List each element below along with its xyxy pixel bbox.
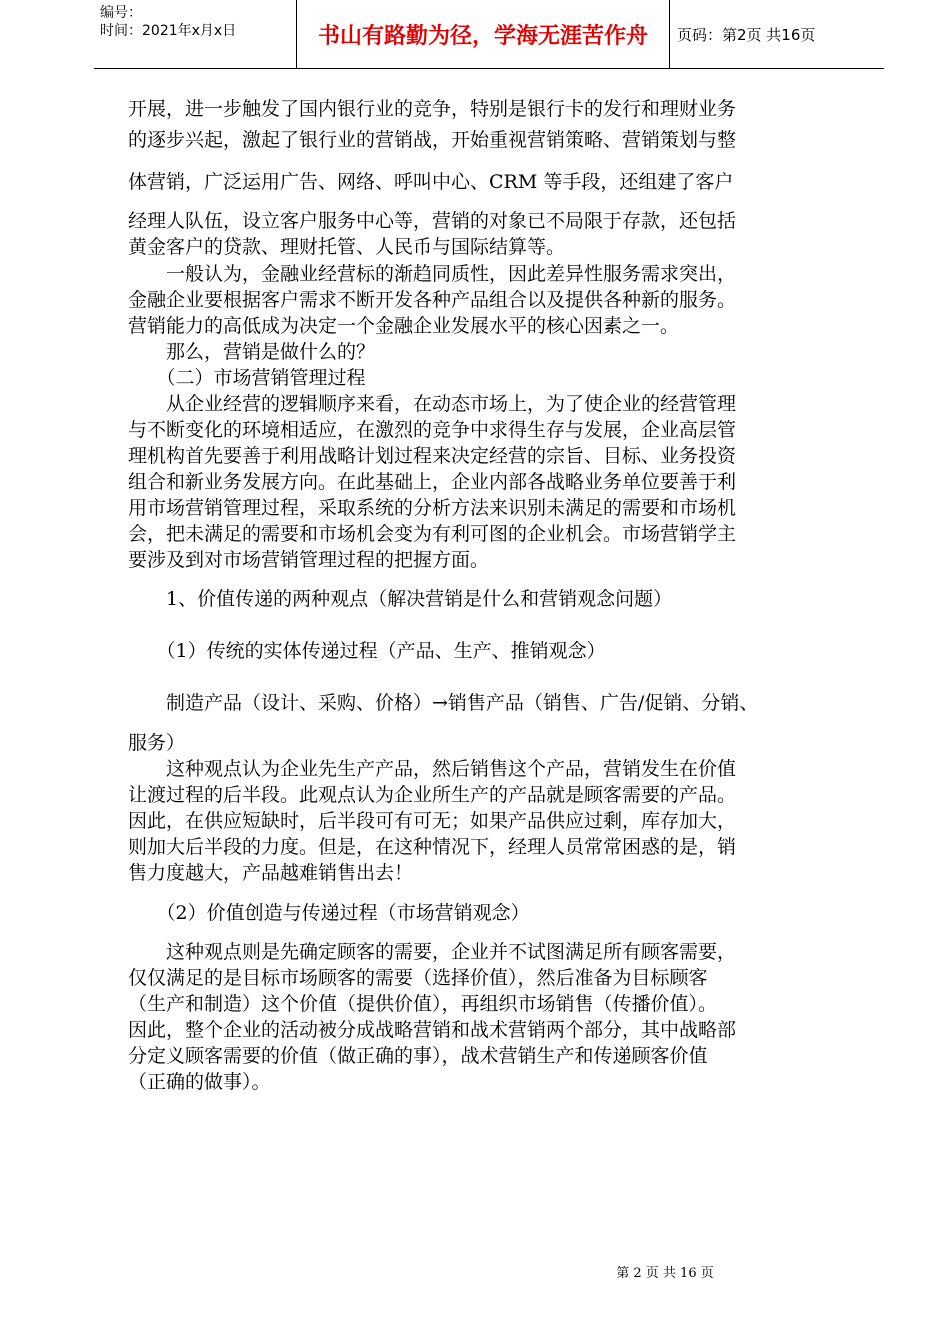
body-line: 仅仅满足的是目标市场顾客的需要（选择价值），然后准备为目标顾客 [128,967,708,989]
body-line: 与不断变化的环境相适应，在激烈的竞争中求得生存与发展，企业高层管 [128,419,737,441]
body-line: 开展，进一步触发了国内银行业的竞争，特别是银行卡的发行和理财业务 [128,98,737,120]
page-footer [0,1262,950,1281]
body-line: 黄金客户的贷款、理财托管、人民币与国际结算等。 [128,236,566,258]
body-line: 一般认为，金融业经营标的渐趋同质性，因此差异性服务需求突出， [128,263,737,285]
body-line: （正确的做事）。 [128,1071,271,1093]
body-line: 的逐步兴起，激起了银行业的营销战，开始重视营销策略、营销策划与整 [128,129,737,151]
footer-page-number: 第 2 页 共 16 页 [616,1266,714,1281]
body-line: 因此，整个企业的活动被分成战略营销和战术营销两个部分，其中战略部 [128,1019,737,1041]
page-header [94,0,884,69]
document-number-label: 编号： [100,5,142,21]
document-time-label: 时间：2021年x月x日 [100,23,237,39]
body-line: 会，把未满足的需要和市场机会变为有利可图的企业机会。市场营销学主 [128,523,737,545]
body-line: 那么，营销是做什么的？ [128,341,376,363]
body-line: 分定义顾客需要的价值（做正确的事），战术营销生产和传递顾客价值 [128,1045,708,1067]
header-page-info: 页码：第2页 共16页 [677,26,816,44]
body-line: 因此，在供应短缺时，后半段可有可无；如果产品供应过剩，库存加大， [128,810,737,832]
body-line: 营销能力的高低成为决定一个金融企业发展水平的核心因素之一。 [128,315,680,337]
body-line: 金融企业要根据客户需求不断开发各种产品组合以及提供各种新的服务。 [128,289,737,311]
body-line: 则加大后半段的力度。但是，在这种情况下，经理人员常常困惑的是，销 [128,836,737,858]
body-line: 理机构首先要善于利用战略计划过程来决定经营的宗旨、目标、业务投资 [128,445,737,467]
section-heading: （1）传统的实体传递过程（产品、生产、推销观念） [128,640,606,662]
section-heading: （二）市场营销管理过程 [128,367,366,389]
body-line: 这种观点则是先确定顾客的需要，企业并不试图满足所有顾客需要， [128,941,737,963]
header-motto: 书山有路勤为径，学海无涯苦作舟 [297,0,670,68]
section-heading: （2）价值创造与传递过程（市场营销观念） [128,902,530,924]
body-line: 服务） [128,732,186,754]
section-heading: 1、价值传递的两种观点（解决营销是什么和营销观念问题） [128,588,673,610]
body-line: 体营销，广泛运用广告、网络、呼叫中心、CRM 等手段，还组建了客户 [128,171,734,193]
body-line: 制造产品（设计、采购、价格）→销售产品（销售、广告/促销、分销、 [128,692,759,714]
body-line: 从企业经营的逻辑顺序来看，在动态市场上，为了使企业的经营管理 [128,393,737,415]
body-line: 售力度越大，产品越难销售出去！ [128,862,414,884]
body-line: 用市场营销管理过程，采取系统的分析方法来识别未满足的需要和市场机 [128,497,737,519]
body-line: 这种观点认为企业先生产产品，然后销售这个产品，营销发生在价值 [128,758,737,780]
body-line: 经理人队伍，设立客户服务中心等，营销的对象已不局限于存款，还包括 [128,210,737,232]
body-line: 组合和新业务发展方向。在此基础上，企业内部各战略业务单位要善于利 [128,471,737,493]
body-line: （生产和制造）这个价值（提供价值），再组织市场销售（传播价值）。 [128,993,718,1015]
header-meta-cell [94,0,297,68]
body-line: 要涉及到对市场营销管理过程的把握方面。 [128,549,490,571]
body-line: 让渡过程的后半段。此观点认为企业所生产的产品就是顾客需要的产品。 [128,784,737,806]
